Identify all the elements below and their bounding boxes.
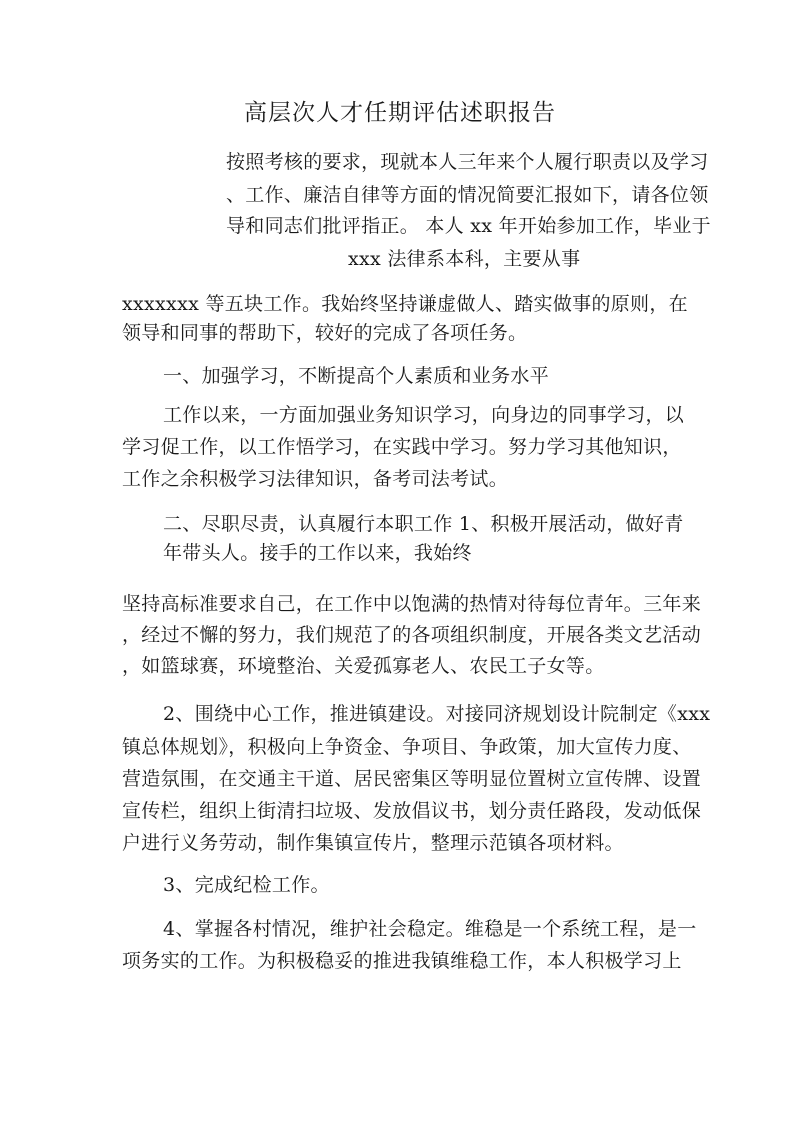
paragraph-line: 户进行义务劳动，制作集镇宣传片，整理示范镇各项材料。 bbox=[122, 832, 624, 854]
section-heading: 年带头人。接手的工作以来，我始终 bbox=[163, 542, 472, 564]
paragraph-line: 坚持高标准要求自己，在工作中以饱满的热情对待每位青年。三年来 bbox=[122, 593, 702, 615]
paragraph-line: 领导和同事的帮助下，较好的完成了各项任务。 bbox=[122, 322, 528, 344]
paragraph-line: 镇总体规划》，积极向上争资金、争项目、争政策，加大宣传力度、 bbox=[122, 736, 692, 758]
paragraph-line: 3、完成纪检工作。 bbox=[163, 874, 330, 896]
paragraph-line: ，如篮球赛，环境整治、关爱孤寡老人、农民工子女等。 bbox=[122, 655, 605, 677]
section-heading: 一、加强学习，不断提高个人素质和业务水平 bbox=[163, 365, 550, 387]
paragraph-line: ，经过不懈的努力，我们规范了的各项组织制度，开展各类文艺活动 bbox=[122, 624, 702, 646]
paragraph-line: 工作以来，一方面加强业务知识学习，向身边的同事学习，以 bbox=[163, 404, 685, 426]
intro-line: 按照考核的要求，现就本人三年来个人履行职责以及学习 bbox=[226, 151, 709, 173]
document-title: 高层次人才任期评估述职报告 bbox=[244, 100, 556, 126]
paragraph-line: 学习促工作，以工作悟学习，在实践中学习。努力学习其他知识， bbox=[122, 436, 682, 458]
paragraph-line: 营造氛围，在交通主干道、居民密集区等明显位置树立宣传牌、设置 bbox=[122, 768, 702, 790]
paragraph-line: 2、围绕中心工作，推进镇建设。对接同济规划设计院制定《xxx bbox=[163, 703, 711, 725]
intro-line: 导和同志们批评指正。 本人 xx 年开始参加工作，毕业于 bbox=[226, 215, 711, 237]
paragraph-line: xxxxxxx 等五块工作。我始终坚持谦虚做人、踏实做事的原则，在 bbox=[122, 293, 688, 315]
paragraph-line: 项务实的工作。为积极稳妥的推进我镇维稳工作，本人积极学习上 bbox=[122, 950, 682, 972]
section-heading: 二、尽职尽责，认真履行本职工作 1、积极开展活动，做好青 bbox=[163, 513, 684, 535]
paragraph-line: 工作之余积极学习法律知识，备考司法考试。 bbox=[122, 468, 509, 490]
intro-line: xxx 法律系本科，主要从事 bbox=[348, 248, 581, 270]
paragraph-line: 宣传栏，组织上街清扫垃圾、发放倡议书，划分责任路段，发动低保 bbox=[122, 800, 702, 822]
paragraph-line: 4、掌握各村情况，维护社会稳定。维稳是一个系统工程，是一 bbox=[163, 918, 697, 940]
intro-line: 、工作、廉洁自律等方面的情况简要汇报如下，请各位领 bbox=[226, 184, 709, 206]
